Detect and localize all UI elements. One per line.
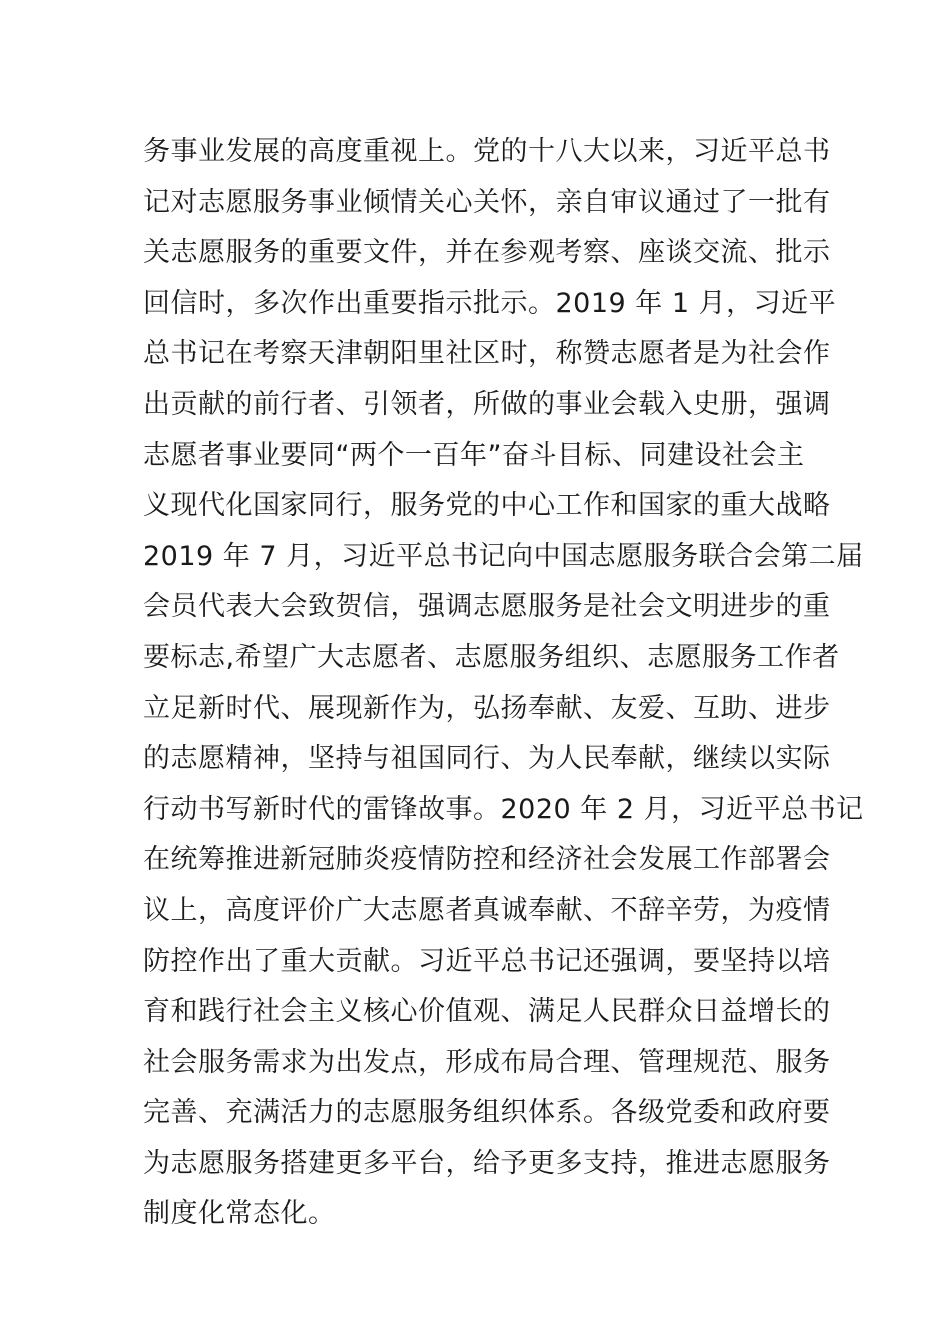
paragraph-line: 在统筹推进新冠肺炎疫情防控和经济社会发展工作部署会 [143,844,831,876]
paragraph-line: 防控作出了重大贡献。习近平总书记还强调，要坚持以培 [143,945,831,977]
paragraph-line: 出贡献的前行者、引领者，所做的事业会载入史册，强调 [143,388,831,420]
paragraph-line: 行动书写新时代的雷锋故事。2020 年 2 月，习近平总书记 [143,793,864,825]
paragraph-line: 2019 年 7 月，习近平总书记向中国志愿服务联合会第二届 [143,540,864,572]
paragraph-line: 制度化常态化。 [143,1198,336,1230]
paragraph-line: 完善、充满活力的志愿服务组织体系。各级党委和政府要 [143,1097,831,1129]
paragraph-line: 关志愿服务的重要文件，并在参观考察、座谈交流、批示 [143,237,831,269]
paragraph-line: 要标志,希望广大志愿者、志愿服务组织、志愿服务工作者 [143,641,840,673]
paragraph-line: 总书记在考察天津朝阳里社区时，称赞志愿者是为社会作 [143,338,831,370]
body-paragraph [143,127,864,1240]
paragraph-line: 会员代表大会致贺信，强调志愿服务是社会文明进步的重 [143,591,831,623]
paragraph-line: 务事业发展的高度重视上。党的十八大以来，习近平总书 [143,136,831,167]
paragraph-line: 为志愿服务搭建更多平台，给予更多支持，推进志愿服务 [143,1147,831,1179]
paragraph-line: 的志愿精神，坚持与祖国同行、为人民奉献，继续以实际 [143,743,831,775]
paragraph-line: 社会服务需求为出发点，形成布局合理、管理规范、服务 [143,1046,831,1078]
paragraph-line: 记对志愿服务事业倾情关心关怀，亲自审议通过了一批有 [143,186,831,218]
paragraph-line: 回信时，多次作出重要指示批示。2019 年 1 月，习近平 [143,287,837,319]
paragraph-line: 育和践行社会主义核心价值观、满足人民群众日益增长的 [143,996,831,1028]
paragraph-line: 立足新时代、展现新作为，弘扬奉献、友爱、互助、进步 [143,692,831,724]
paragraph-line: 义现代化国家同行，服务党的中心工作和国家的重大战略 [143,490,831,522]
paragraph-line: 议上，高度评价广大志愿者真诚奉献、不辞辛劳，为疫情 [143,894,831,926]
paragraph-line: 志愿者事业要同“两个一百年”奋斗目标、同建设社会主 [143,439,805,471]
